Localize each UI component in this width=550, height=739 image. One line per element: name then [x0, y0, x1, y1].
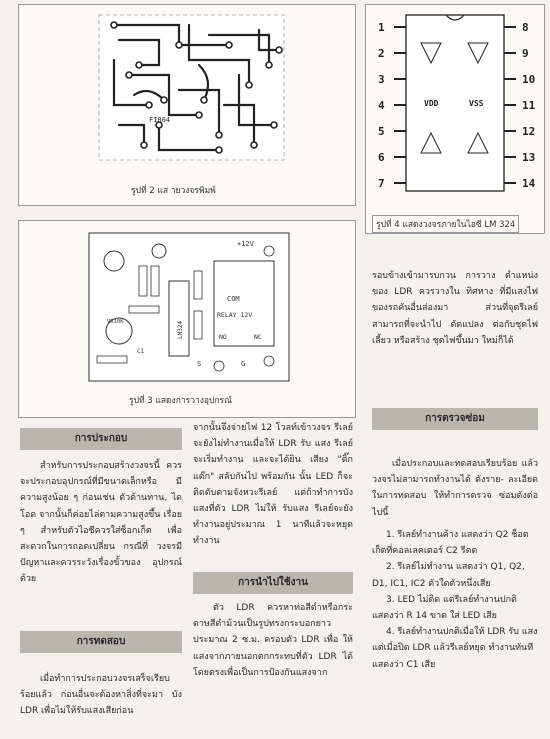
vss-label: VSS — [469, 99, 484, 108]
label-cap: C1 — [137, 348, 145, 355]
testing-continued-paragraph: จากนั้นจึงจ่ายไฟ 12 โวลท์เข้าวงจร รีเลย์จะยังไม่ทำงานเมื่อให้ LDR รับ แสง รีเลย์จะเริ่มทำงาน และจะได้ยิน เสียง "ติ๊กแต๊ก" สลับกันไป พร้อมกัน นั้น LED ก็จะติดดับตามจังหวะรีเลย์ แต่ถ้าทำการบังแสงที่ตัว LDR ไม่ให้ รับแสง รีเลย์จะยังทำงานอยู่ประมาณ 1 นาทีแล้วจะหยุดทำงาน — [193, 423, 353, 547]
figure-component-placement — [18, 220, 356, 418]
repair-body — [372, 456, 538, 524]
pcb-artwork — [19, 5, 355, 180]
usage-body — [193, 600, 353, 684]
usage-continued-body — [372, 268, 538, 352]
label-relay: RELAY 12V — [217, 311, 253, 319]
label-ic: LM324 — [177, 320, 184, 339]
pin-number: 10 — [522, 73, 536, 86]
testing-paragraph: เมื่อทำการประกอบวงจรเสร็จเรียบ ร้อยแล้ว ก่อนอื่นจะต้องหาสิ่งที่จะมา บัง LDR เพื่อไม่ให้รับแสงเสียก่อน — [20, 674, 182, 717]
pin-number: 6 — [378, 151, 385, 164]
pin-number: 11 — [522, 99, 536, 112]
label-s: S — [197, 360, 202, 368]
section-heading-repair: การตรวจซ่อม — [372, 408, 538, 430]
pin-number: 4 — [378, 99, 385, 112]
pin-number: 13 — [522, 151, 536, 164]
list-item: 1. รีเลย์ทำงานค้าง แสดงว่า Q2 ช็อตเก็ตที่คอลเลคเตอร์ C2 รีดต — [372, 530, 529, 557]
pin-number: 8 — [522, 21, 529, 34]
section-heading-usage: การนำไปใช้งาน — [193, 572, 353, 594]
figure-pcb-layout — [18, 4, 356, 206]
testing-continued-body — [193, 420, 353, 553]
label-power: +12V — [237, 240, 254, 248]
assembly-paragraph: สำหรับการประกอบสร้างวงจรนี้ ควรจะประกอบอุปกรณ์ที่มีขนาดเล็กหรือ มีความสูงน้อย ๆ ก่อนเช่น ตัวต้านทาน, ไดโอด จากนั้นก็ค่อยไล่ตามความสูงขึ้น เรื่อย ๆ สำหรับตัวไอซีควรใส่ซ็อกเก็ต เพื่อสะดวกในการถอดเปลี่ยน กรณีที่ วงจรมีปัญหาและควรระวังเรื่องขั้วของ อุปกรณ์ด้วย — [20, 461, 182, 585]
label-no: NO — [219, 333, 227, 341]
repair-paragraph: เมื่อประกอบและทดสอบเรียบร้อย แล้ววงจรไม่สามารถทำงานได้ ดังราย- ละเอียดในการทดสอบ ให้ทำการตรวจ ซ่อมดังต่อไปนี้ — [372, 459, 538, 518]
usage-continued-paragraph: รอบข้างเข้ามารบกวน การวาง ตำแหน่งของ LDR ควรวางใน ทิศทาง ที่มีแสงไฟของรถคันอื่นส่องมา ส่วนที่จุดรีเลย์ สามารถที่จะนำไป ดัดแปลง ต่อกับชุดไฟเลี้ยว หรือสร้าง ชุดไฟขึ้นมา ใหม่ก็ได้ — [372, 271, 538, 346]
pin-number: 9 — [522, 47, 529, 60]
pin-number: 12 — [522, 125, 536, 138]
list-item: 4. รีเลย์ทำงานปกติเมื่อให้ LDR รับ แสง แต่เมื่อปิด LDR แล้วรีเลย์หยุด ทำงานทันทีแสดงว่า C1 เสีย — [372, 627, 538, 670]
lm324-diagram — [366, 5, 544, 205]
label-com: COM — [227, 295, 240, 303]
figure-3-caption: รูปที่ 3 แสดงการวางอุปกรณ์ — [129, 396, 232, 406]
section-heading-testing: การทดสอบ — [20, 631, 182, 653]
pin-number: 3 — [378, 73, 385, 86]
repair-list — [372, 527, 538, 673]
usage-paragraph: ตัว LDR ควรหาท่อสีดำหรือกระ ดาษสีดำม้วนเป็นรูปทรงกระบอกยาว ประมาณ 2 ซ.ม. ครอบตัว LDR เพื่อ ให้แสงจากภายนอกตกกระทบที่ตัว LDR ได้โดยตรงเพื่อเป็นการป้องกันแสงจาก — [193, 603, 353, 678]
figure-lm324-internal — [365, 4, 545, 234]
pin-number: 2 — [378, 47, 385, 60]
figure-2-caption: รูปที่ 2 แส ายวงจรพิมพ์ — [131, 186, 216, 196]
vdd-label: VDD — [424, 99, 439, 108]
assembly-body — [20, 458, 182, 591]
component-layout — [19, 221, 355, 389]
pin-number: 7 — [378, 177, 385, 190]
testing-body — [20, 671, 182, 723]
figure-4-caption: รูปที่ 4 แสดงวงจรภายในไอซี LM 324 — [372, 215, 519, 233]
label-nc: NC — [254, 333, 262, 341]
label-vr: VR10K — [107, 319, 124, 325]
section-heading-assembly: การประกอบ — [20, 428, 182, 450]
list-item: 2. รีเลย์ไม่ทำงาน แสดงว่า Q1, Q2, D1, IC1, IC2 ตัวใดตัวหนึ่งเสีย — [372, 562, 525, 589]
list-item: 3. LED ไม่ติด แต่รีเลย์ทำงานปกติ แสดงว่า R 14 ขาด ใส่ LED เสีย — [372, 594, 517, 622]
label-gnd: G — [241, 360, 246, 368]
pin-number: 1 — [378, 21, 385, 34]
pcb-label: FI004 — [149, 116, 171, 124]
pin-number: 5 — [378, 125, 385, 138]
pin-number: 14 — [522, 177, 536, 190]
